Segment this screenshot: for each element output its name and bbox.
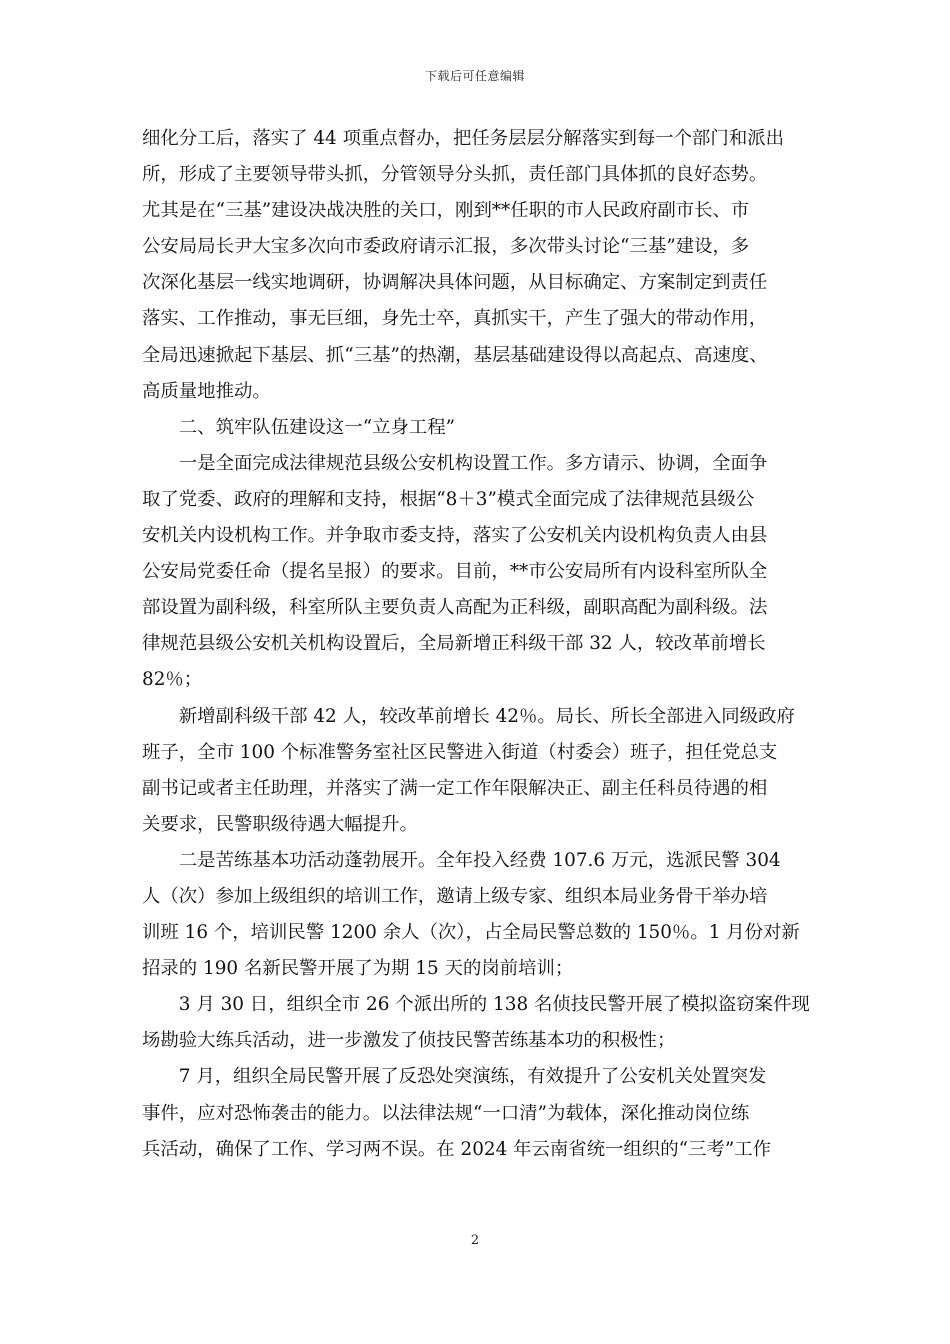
text-line: 公安局局长尹大宝多次向市委政府请示汇报，多次带头讨论“三基”建设，多	[142, 236, 750, 258]
text-line: 部设置为副科级，科室所队主要负责人高配为正科级，副职高配为副科级。法	[142, 597, 768, 619]
text-line: 训班 16 个，培训民警 1200 余人（次），占全局民警总数的 150％。1 月份对新	[142, 922, 800, 944]
text-line: 高质量地推动。	[142, 380, 271, 402]
text-line: 关要求，民警职级待遇大幅提升。	[142, 813, 418, 835]
text-line: 细化分工后，落实了 44 项重点督办，把任务层层分解落实到每一个部门和派出	[142, 128, 784, 149]
text-line: 场勘验大练兵活动，进一步激发了侦技民警苦练基本功的积极性；	[142, 1030, 676, 1052]
text-line: 一是全面完成法律规范县级公安机构设置工作。多方请示、协调，全面争	[142, 452, 768, 474]
text-line: 安机关内设机构工作。并争取市委支持，落实了公安机关内设机构负责人由县	[142, 525, 768, 547]
text-line: 副书记或者主任助理，并落实了满一定工作年限解决正、副主任科员待遇的相	[142, 777, 768, 799]
text-line: 招录的 190 名新民警开展了为期 15 天的岗前培训；	[142, 958, 574, 980]
text-line: 82％；	[142, 669, 203, 691]
text-line: 7 月，组织全局民警开展了反恐处突演练，有效提升了公安机关处置突发	[142, 1066, 767, 1088]
text-line: 新增副科级干部 42 人，较改革前增长 42％。局长、所长全部进入同级政府	[142, 705, 795, 727]
text-line: 次深化基层一线实地调研，协调解决具体问题，从目标确定、方案制定到责任	[142, 272, 768, 294]
text-line: 公安局党委任命（提名呈报）的要求。目前，**市公安局所有内设科室所队全	[142, 561, 768, 583]
text-line: 3 月 30 日，组织全市 26 个派出所的 138 名侦技民警开展了模拟盗窃案件现	[142, 994, 810, 1016]
text-line: 班子，全市 100 个标准警务室社区民警进入街道（村委会）班子，担任党总支	[142, 741, 778, 763]
text-line: 尤其是在“三基”建设决战决胜的关口，刚到**任职的市人民政府副市长、市	[142, 200, 750, 222]
text-line: 落实、工作推动，事无巨细，身先士卒，真抓实干，产生了强大的带动作用，	[142, 308, 768, 330]
text-line: 律规范县级公安机关机构设置后，全局新增正科级干部 32 人，较改革前增长	[142, 633, 766, 655]
page-number: 2	[470, 1233, 480, 1248]
text-line: 事件，应对恐怖袭击的能力。以法律法规“一口清”为载体，深化推动岗位练	[142, 1102, 750, 1124]
text-line: 人（次）参加上级组织的培训工作，邀请上级专家、组织本局业务骨干举办培	[142, 885, 768, 907]
document-body	[142, 121, 822, 1168]
text-line: 兵活动，确保了工作、学习两不误。在 2024 年云南省统一组织的“三考”工作	[142, 1138, 772, 1160]
text-line: 取了党委、政府的理解和支持，根据“8＋3”模式全面完成了法律规范县级公	[142, 488, 755, 510]
section-heading: 二、筑牢队伍建设这一“立身工程”	[142, 416, 456, 438]
text-line: 二是苦练基本功活动蓬勃展开。全年投入经费 107.6 万元，选派民警 304	[142, 849, 781, 871]
page-header: 下载后可任意编辑	[424, 69, 525, 83]
text-line: 所，形成了主要领导带头抓，分管领导分头抓，责任部门具体抓的良好态势。	[142, 164, 768, 186]
text-line: 全局迅速掀起下基层、抓“三基”的热潮，基层基础建设得以高起点、高速度、	[142, 344, 768, 366]
